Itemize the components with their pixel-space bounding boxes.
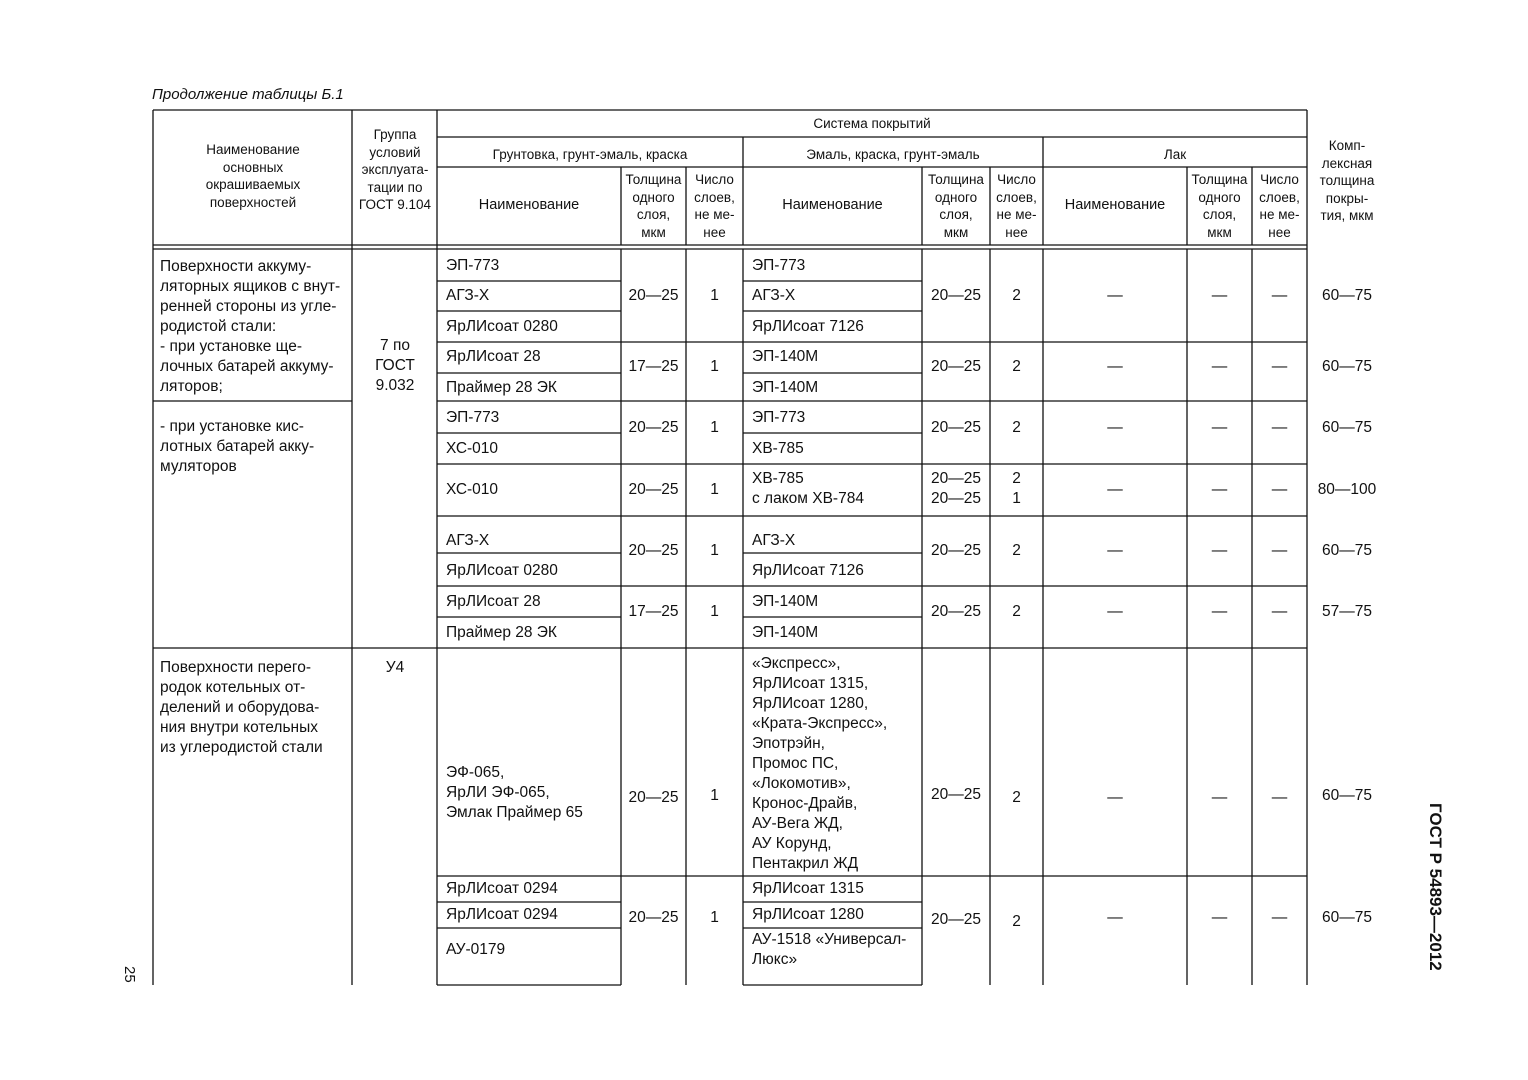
enamel-layers: 2 [1012, 603, 1021, 620]
primer-layers: 1 [710, 419, 719, 436]
header-primer-layers: Число слоев, не ме- нее [694, 172, 735, 240]
header-group: Группа условий эксплуата- тации по ГОСТ 9.104 [358, 127, 432, 212]
primer-name: ЭФ-065, ЯрЛИ ЭФ-065, Эмлак Праймер 65 [446, 764, 583, 821]
condition-group: 7 по ГОСТ 9.032 [375, 337, 415, 394]
header-lacquer-layers: Число слоев, не ме- нее [1259, 172, 1300, 240]
enamel-thickness: 20—25 [931, 542, 981, 559]
enamel-name: ЭП-140М [752, 348, 819, 365]
primer-layers: 1 [710, 481, 719, 498]
enamel-layers: 2 [1012, 419, 1021, 436]
lacquer-name: — [1107, 909, 1123, 926]
lacquer-name: — [1107, 358, 1123, 375]
lacquer-layers: — [1271, 909, 1288, 926]
enamel-layers: 2 [1012, 358, 1021, 375]
primer-thickness: 20—25 [628, 419, 679, 436]
enamel-name: ЭП-140М [752, 624, 819, 641]
primer-layers: 1 [710, 542, 719, 559]
enamel-name: ХВ-785 с лаком ХВ-784 [752, 470, 864, 507]
primer-name: ХС-010 [446, 481, 499, 498]
enamel-name: АУ-1518 «Универсал- Люкс» [752, 931, 907, 968]
primer-thickness: 20—25 [628, 287, 679, 304]
primer-name: ХС-010 [446, 440, 499, 457]
primer-thickness: 20—25 [628, 789, 679, 806]
lacquer-thickness: — [1211, 358, 1228, 375]
header-surface: Наименование основных окрашиваемых поверхностей [205, 142, 301, 210]
primer-name: ЯрЛИсоат 28 [446, 593, 541, 610]
primer-thickness: 17—25 [628, 358, 679, 375]
enamel-thickness: 20—25 [931, 358, 981, 375]
enamel-thickness: 20—25 [931, 603, 981, 620]
primer-name: ЯрЛИсоат 0280 [446, 562, 558, 579]
header-primer-name: Наименование [478, 197, 580, 213]
lacquer-name: — [1107, 789, 1123, 806]
lacquer-layers: — [1271, 419, 1288, 436]
header-lacquer-thickness: Толщина одного слоя, мкм [1191, 172, 1248, 240]
lacquer-layers: — [1271, 287, 1288, 304]
primer-thickness: 17—25 [628, 603, 679, 620]
total-thickness: 60—75 [1322, 909, 1372, 926]
enamel-thickness: 20—25 [931, 911, 981, 928]
primer-layers: 1 [710, 358, 719, 375]
lacquer-thickness: — [1211, 481, 1228, 498]
surface-description: - при установке кис- лотных батарей акку- муляторов [160, 418, 315, 475]
header-total: Комп- лексная толщина покры- тия, мкм [1319, 138, 1375, 223]
primer-name: АГЗ-Х [446, 287, 490, 304]
lacquer-thickness: — [1211, 603, 1228, 620]
page-number: 25 [121, 966, 138, 983]
enamel-name: ХВ-785 [752, 440, 804, 457]
header-enamel-layers: Число слоев, не ме- нее [996, 172, 1037, 240]
lacquer-name: — [1107, 481, 1123, 498]
enamel-layers: 2 [1012, 789, 1021, 806]
header-primer-thickness: Толщина одного слоя, мкм [625, 172, 682, 240]
lacquer-name: — [1107, 287, 1123, 304]
primer-thickness: 20—25 [628, 542, 679, 559]
enamel-name: АГЗ-Х [752, 287, 796, 304]
total-thickness: 60—75 [1322, 287, 1372, 304]
enamel-name: ЭП-140М [752, 593, 819, 610]
enamel-name: ЭП-140М [752, 379, 819, 396]
header-enamel: Эмаль, краска, грунт-эмаль [806, 147, 980, 162]
primer-name: Праймер 28 ЭК [446, 379, 557, 396]
enamel-name: АГЗ-Х [752, 532, 796, 549]
enamel-name: «Экспресс», ЯрЛИсоат 1315, ЯрЛИсоат 1280, «Крата-Экспресс», Эпотрэйн, Промос ПС, «Локомотив», Кронос-Драйв, АУ-Вега ЖД, АУ Корунд, Пентакрил ЖД [752, 655, 888, 872]
header-primer: Грунтовка, грунт-эмаль, краска [492, 147, 688, 162]
primer-layers: 1 [710, 287, 719, 304]
primer-name: АГЗ-Х [446, 532, 490, 549]
enamel-thickness: 20—25 [931, 786, 981, 803]
header-lacquer-name: Наименование [1064, 197, 1166, 213]
header-enamel-name: Наименование [782, 197, 883, 213]
lacquer-name: — [1107, 419, 1123, 436]
lacquer-layers: — [1271, 481, 1288, 498]
enamel-layers: 2 [1012, 913, 1021, 930]
enamel-name: ЯрЛИсоат 1315 [752, 880, 864, 897]
enamel-name: ЯрЛИсоат 7126 [752, 562, 864, 579]
primer-thickness: 20—25 [628, 909, 679, 926]
primer-name: АУ-0179 [446, 941, 506, 958]
enamel-name: ЯрЛИсоат 1280 [752, 906, 864, 923]
primer-name: ЯрЛИсоат 0294 [446, 880, 558, 897]
enamel-name: ЭП-773 [752, 257, 806, 274]
enamel-thickness: 20—25 [931, 287, 981, 304]
header-enamel-thickness: Толщина одного слоя, мкм [928, 172, 984, 240]
enamel-layers: 2 [1012, 542, 1021, 559]
total-thickness: 80—100 [1317, 481, 1377, 498]
primer-name: ЭП-773 [446, 257, 500, 274]
lacquer-thickness: — [1211, 419, 1228, 436]
header-lacquer: Лак [1163, 147, 1187, 162]
surface-description: Поверхности аккуму- ляторных ящиков с внут- ренней стороны из угле- родистой стали: - при установке ще- лочных батарей аккуму- ляторов; [160, 258, 341, 395]
enamel-thickness: 20—25 [931, 419, 981, 436]
enamel-thickness: 20—25 20—25 [931, 470, 981, 507]
enamel-name: ЭП-773 [752, 409, 806, 426]
lacquer-layers: — [1271, 603, 1288, 620]
primer-name: ЯрЛИсоат 28 [446, 348, 541, 365]
surface-description: Поверхности перего- родок котельных от- делений и оборудова- ния внутри котельных из углеродистой стали [160, 659, 323, 756]
total-thickness: 57—75 [1322, 603, 1372, 620]
enamel-layers: 2 [1012, 287, 1021, 304]
total-thickness: 60—75 [1322, 419, 1372, 436]
primer-name: Праймер 28 ЭК [446, 624, 557, 641]
total-thickness: 60—75 [1322, 542, 1372, 559]
lacquer-name: — [1107, 542, 1123, 559]
lacquer-name: — [1107, 603, 1123, 620]
primer-layers: 1 [710, 909, 719, 926]
condition-group: У4 [385, 659, 405, 676]
primer-name: ЯрЛИсоат 0294 [446, 906, 558, 923]
header-system: Система покрытий [813, 116, 931, 131]
table-caption: Продолжение таблицы Б.1 [152, 86, 344, 103]
lacquer-thickness: — [1211, 287, 1228, 304]
lacquer-layers: — [1271, 542, 1288, 559]
document-code: ГОСТ Р 54893—2012 [1426, 803, 1445, 971]
lacquer-thickness: — [1211, 542, 1228, 559]
total-thickness: 60—75 [1322, 358, 1372, 375]
primer-name: ЭП-773 [446, 409, 500, 426]
lacquer-layers: — [1271, 789, 1288, 806]
primer-name: ЯрЛИсоат 0280 [446, 318, 558, 335]
lacquer-layers: — [1271, 358, 1288, 375]
primer-thickness: 20—25 [628, 481, 679, 498]
primer-layers: 1 [710, 787, 719, 804]
total-thickness: 60—75 [1322, 787, 1372, 804]
primer-layers: 1 [710, 603, 719, 620]
lacquer-thickness: — [1211, 789, 1228, 806]
enamel-name: ЯрЛИсоат 7126 [752, 318, 864, 335]
lacquer-thickness: — [1211, 909, 1228, 926]
enamel-layers: 2 1 [1012, 470, 1021, 507]
